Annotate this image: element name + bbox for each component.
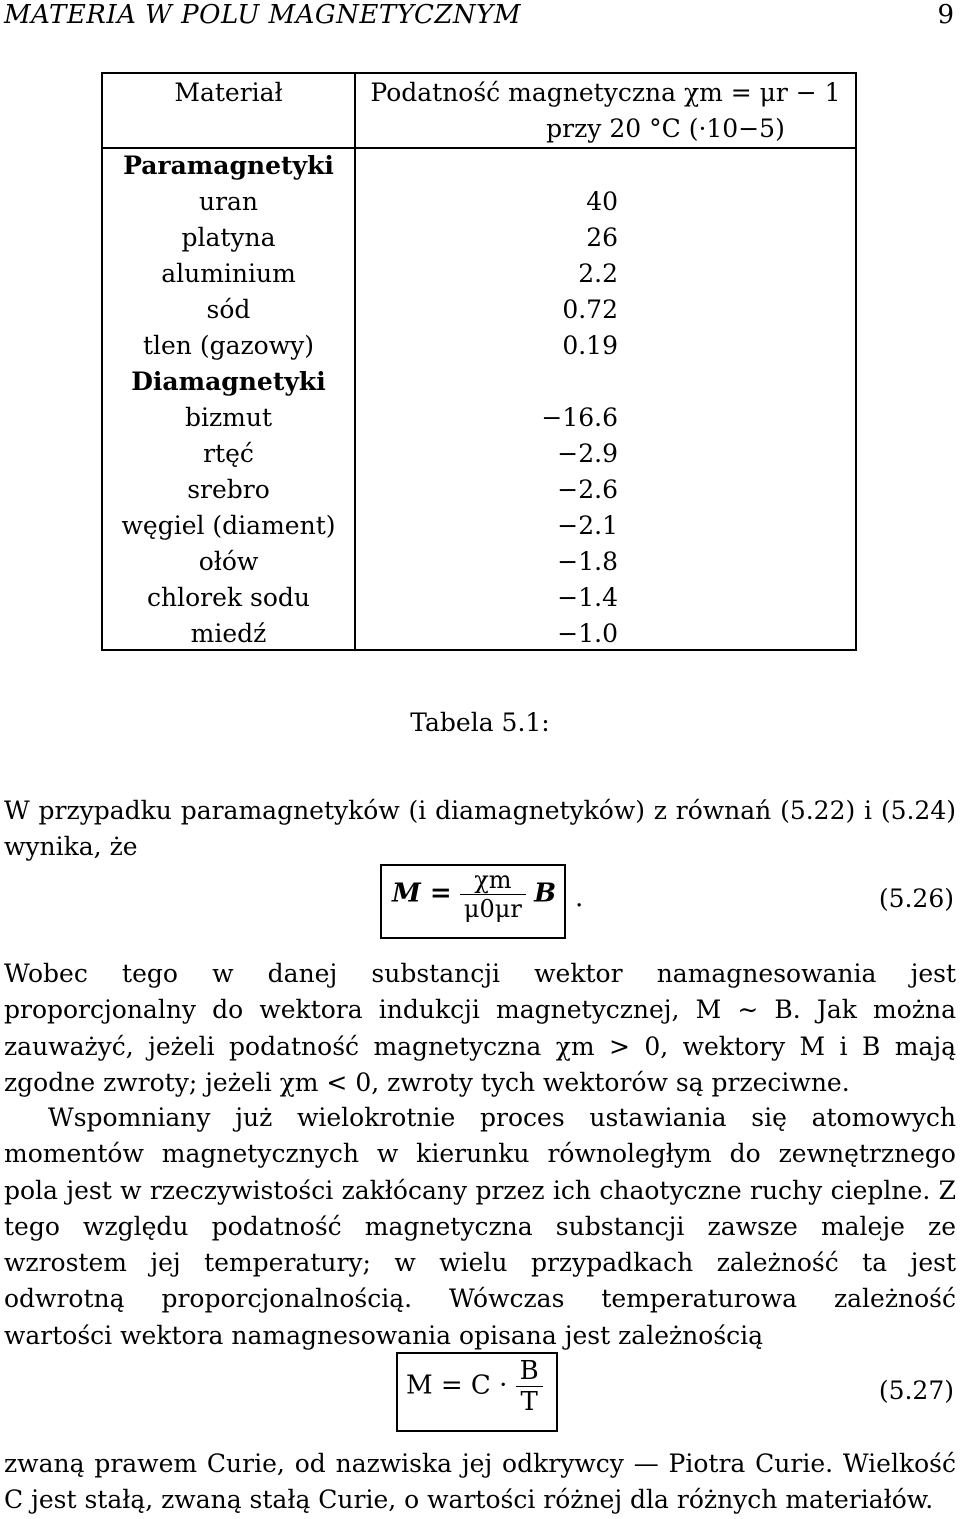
table-row-value: −2.6 bbox=[557, 475, 618, 504]
equation-number-526: (5.26) bbox=[878, 884, 954, 913]
paragraph-proportionality bbox=[4, 956, 956, 1101]
eq527-numerator: B bbox=[519, 1356, 539, 1386]
paragraph-temperature bbox=[4, 1100, 956, 1354]
table-row-material: bizmut bbox=[184, 403, 273, 432]
page-number: 9 bbox=[937, 0, 954, 30]
table-row-value: −16.6 bbox=[541, 403, 618, 432]
table-row-material: tlen (gazowy) bbox=[142, 331, 315, 360]
equation-527 bbox=[406, 1356, 543, 1417]
table-row-value: −2.1 bbox=[557, 511, 618, 540]
table-row-value: 2.2 bbox=[578, 259, 618, 288]
col-header-units: przy 20 °C (·10−5) bbox=[546, 114, 785, 143]
table-row-material: platyna bbox=[181, 223, 276, 252]
eq527-fraction bbox=[516, 1356, 543, 1417]
table-row-material: chlorek sodu bbox=[147, 583, 310, 612]
equation-number-527: (5.27) bbox=[878, 1376, 954, 1405]
table-row-value: −2.9 bbox=[557, 439, 618, 468]
para3-text: Wspomniany już wielokrotnie proces ustawiania się atomowych momentów magnetycznych w kierunku równoległym do zewnętrznego pola jest w rzeczywistości zakłócany przez ich chaotyczne ruchy cieplne. Z tego względu podatność magnetyczna substancji zawsze maleje ze wzrostem jej temperatury; w wielu przypadkach zależność ta jest odwrotną proporcjonalnością. Wówczas temperaturowa zależność wartości wektora namagnesowania opisana jest zależnością bbox=[4, 1103, 956, 1350]
paragraph-curie bbox=[4, 1446, 956, 1519]
group-diamagnetics: Diamagnetyki bbox=[131, 367, 326, 396]
col-header-susceptibility: Podatność magnetyczna χm = μr − 1 bbox=[370, 78, 841, 107]
susceptibility-table bbox=[101, 72, 857, 651]
eq526-lhs: M = bbox=[392, 878, 452, 909]
table-row-value: −1.0 bbox=[557, 619, 618, 648]
intro-paragraph: W przypadku paramagnetyków (i diamagnetyków) z równań (5.22) i (5.24) wynika, że bbox=[4, 796, 956, 862]
table-row-value: 40 bbox=[586, 187, 618, 216]
eq527-lhs: M = C · bbox=[406, 1370, 508, 1401]
eq526-dot: . bbox=[575, 883, 584, 913]
para4-text: zwaną prawem Curie, od nazwiska jej odkrywcy — Piotra Curie. Wielkość C jest stałą, zwaną stałą Curie, o wartości różnej dla różnych materiałów. bbox=[4, 1449, 956, 1515]
table-row-material: srebro bbox=[187, 475, 270, 504]
table-row-value: 0.19 bbox=[562, 331, 618, 360]
table-row-material: aluminium bbox=[161, 259, 296, 288]
table-row-value: −1.4 bbox=[557, 583, 618, 612]
running-header bbox=[4, 0, 954, 32]
table-row-material: uran bbox=[198, 187, 259, 216]
table-row-value: 26 bbox=[586, 223, 618, 252]
chapter-title: MATERIA W POLU MAGNETYCZNYM bbox=[4, 0, 521, 30]
eq526-numerator: χm bbox=[474, 866, 512, 894]
table-row-material: sód bbox=[206, 295, 251, 324]
table-row-material: węgiel (diament) bbox=[121, 511, 336, 540]
table-row-material: rtęć bbox=[203, 439, 254, 468]
table-row-value: −1.8 bbox=[557, 547, 618, 576]
eq526-rhs: B bbox=[534, 878, 557, 909]
table-row-value: 0.72 bbox=[562, 295, 618, 324]
para2-text: Wobec tego w danej substancji wektor namagnesowania jest proporcjonalny do wektora indukcji magnetycznej, M ∼ B. Jak można zauważyć, jeżeli podatność magnetyczna χm > 0, wektory M i B mają zgodne zwroty; jeżeli χm < 0, zwroty tych wektorów są przeciwne. bbox=[4, 959, 956, 1097]
eq526-fraction bbox=[460, 866, 526, 923]
table-caption: Tabela 5.1: bbox=[410, 708, 550, 737]
eq527-denominator: T bbox=[516, 1386, 543, 1417]
group-paramagnetics: Paramagnetyki bbox=[123, 151, 334, 180]
equation-526 bbox=[392, 866, 556, 923]
table-row-material: ołów bbox=[198, 547, 259, 576]
eq526-denominator: μ0μr bbox=[460, 894, 526, 923]
col-header-material: Materiał bbox=[174, 78, 283, 107]
table-row-material: miedź bbox=[190, 619, 267, 648]
